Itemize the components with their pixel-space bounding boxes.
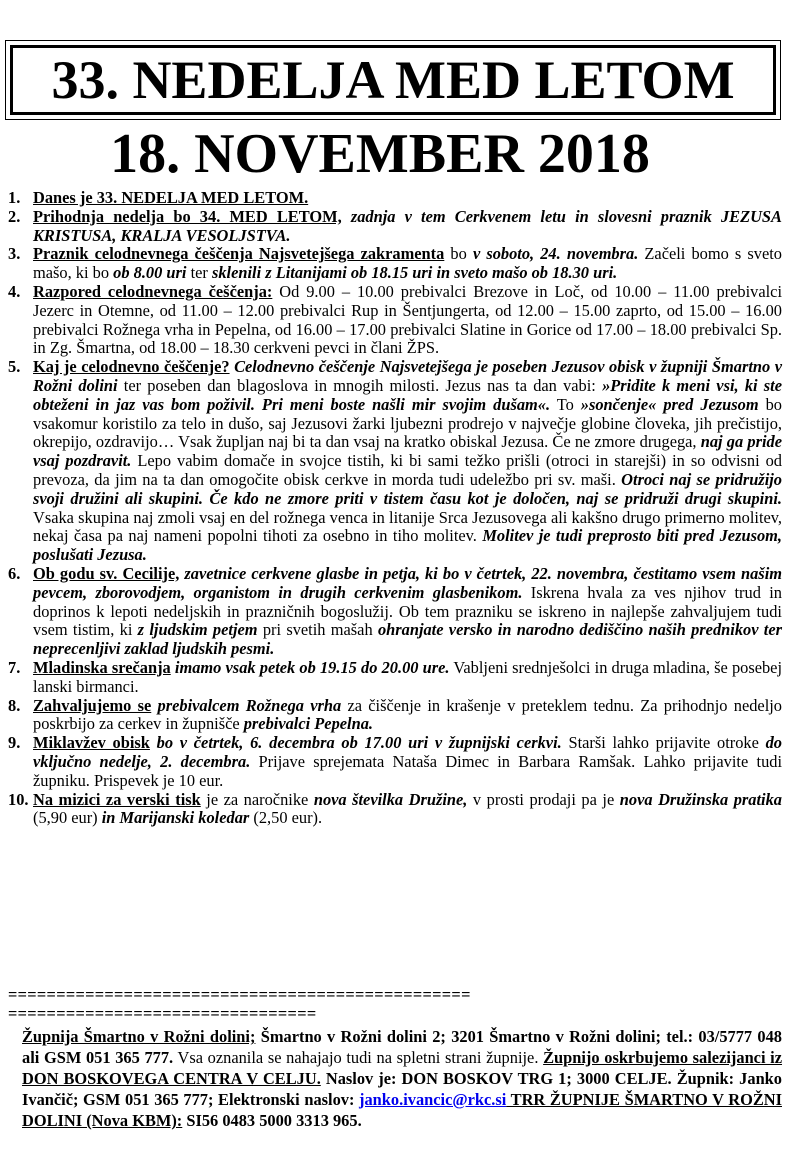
announcement-list <box>8 189 782 828</box>
salesians-note: Župnijo oskrbujemo salezijanci iz DON BOSKOVEGA CENTRA V CELJU. <box>22 1048 783 1088</box>
list-item: 6. Ob godu sv. Cecilije, zavetnice cerkvene glasbe in petja, ki bo v četrtek, 22. novembra, čestitamo vsem našim pevcem, zborovodjem, organistom in drugih cerkvenim glasbenikom. Iskrena hvala za ves njihov trud in doprinos k lepoti nedeljskih in prazničnih bogoslužij. Ob tem prazniku se iskreno in najlepše zahvaljujem tudi vsem tistim, ki z ljudskim petjem pri svetih mašah ohranjate versko in narodno dediščino naših prednikov ter neprecenljivi zaklad ljudskih pesmi. <box>8 563 782 659</box>
parish-address: Šmartno v Rožni dolini 2; 3201 Šmartno v Rožni dolini; tel.: 03/5777 048 ali GSM 051 365 777. <box>22 1027 782 1067</box>
parish-name: Župnija Šmartno v Rožni dolini; <box>22 1027 256 1046</box>
title-frame <box>10 45 776 115</box>
title-box <box>5 40 781 120</box>
list-item: 1. Danes je 33. NEDELJA MED LETOM. <box>8 188 309 207</box>
list-item: 5. Kaj je celodnevno češčenje? Celodnevno češčenje Najsvetejšega je poseben Jezusov obisk v župniji Šmartno v Rožni dolini ter poseben dan blagoslova in mnogih milosti. Jezus nas ta dan vabi: »Pridite k meni vsi, ki ste obteženi in jaz vas bom poživil. Pri meni boste našli mir svojim dušam«. To »sončenje« pred Jezusom bo vsakomur koristilo za telo in dušo, saj Jezusovi žarki ljubezni prodrejo v največje globine človeka, jih prečistijo, okrepijo, ozdravijo… Vsak župljan naj bi ta dan vsaj na kratko obiskal Jezusa. Če ne zmore drugega, naj ga pride vsaj pozdravit. Lepo vabim domače in svojce tistih, ki bi sami težko prišli (otroci in starejši) in so odvisni od prevoza, da jim na ta dan omogočite obisk cerkve in morda tudi udeležbo pri sv. maši. Otroci naj se pridružijo svoji družini ali skupini. Če kdo ne zmore priti v tistem času kot je določen, naj se pridruži drugi skupini. Vsaka skupina naj zmoli vsaj en del rožnega venca in litanije Srca Jezusovega ali kakšno drugo primerno molitev, nekaj časa pa naj nameni popolni tihoti za osebno in tiho molitev. Molitev je tudi preprosto biti pred Jezusom, poslušati Jezusa. <box>8 357 782 565</box>
list-item: 10. Na mizici za verski tisk je za naročnike nova številka Družine, v prosti prodaji pa je nova Družinska pratika (5,90 eur) in Marijanski koledar (2,50 eur). <box>8 789 783 828</box>
contact-info: Naslov je: DON BOSKOV TRG 1; 3000 CELJE. Župnik: Janko Ivančič; GSM 051 365 777; Elektronski naslov: <box>22 1069 782 1109</box>
date-heading: 18. NOVEMBER 2018 <box>110 123 650 185</box>
trr-label: TRR ŽUPNIJE ŠMARTNO V ROŽNI DOLINI (Nova KBM): <box>22 1090 782 1130</box>
separator-line: ================================================ <box>8 985 471 1004</box>
email-link[interactable]: janko.ivancic@rkc.si <box>359 1090 507 1109</box>
page-title: 33. NEDELJA MED LETOM <box>51 50 735 110</box>
parish-footer <box>22 1026 782 1131</box>
trr-number: SI56 0483 5000 3313 965. <box>182 1111 362 1130</box>
web-note: Vsa oznanila se nahajajo tudi na spletni strani župnije. <box>173 1048 544 1067</box>
list-item: 7. Mladinska srečanja imamo vsak petek ob 19.15 do 20.00 ure. Vabljeni srednješolci in druga mladina, še posebej lanski birmanci. <box>8 657 783 696</box>
list-item: 9. Miklavžev obisk bo v četrtek, 6. decembra ob 17.00 uri v župnijski cerkvi. Starši lahko prijavite otroke do vključno nedelje, 2. decembra. Prijave sprejemata Nataša Dimec in Barbara Ramšak. Lahko prijavite tudi župniku. Prispevek je 10 eur. <box>8 733 783 790</box>
separator-line: ================================ <box>8 1004 317 1023</box>
list-item: 2. Prihodnja nedelja bo 34. MED LETOM, zadnja v tem Cerkvenem letu in slovesni praznik JEZUSA KRISTUSA, KRALJA VESOLJSTVA. <box>8 206 782 245</box>
list-item: 8. Zahvaljujemo se prebivalcem Rožnega vrha za čiščenje in krašenje v preteklem tednu. Za prihodnjo nedeljo poskrbijo za cerkev in župnišče prebivalci Pepelna. <box>8 695 782 734</box>
list-item: 3. Praznik celodnevnega češčenja Najsvetejšega zakramenta bo v soboto, 24. novembra. Začeli bomo s sveto mašo, ki bo ob 8.00 uri ter sklenili z Litanijami ob 18.15 uri in sveto mašo ob 18.30 uri. <box>8 244 782 283</box>
list-item: 4. Razpored celodnevnega češčenja: Od 9.00 – 10.00 prebivalci Brezove in Loč, od 10.00 – 11.00 prebivalci Jezerc in Otemne, od 11.00 – 12.00 prebivalci Rup in Šentjungerta, od 12.00 – 15.00 zaprto, od 15.00 – 16.00 prebivalci Rožnega vrha in Pepelna, od 16.00 – 17.00 prebivalci Slatine in Gorice od 17.00 – 18.00 prebivalci Sp. in Zg. Šmartna, od 18.00 – 18.30 cerkveni pevci in člani ŽPS. <box>8 281 782 358</box>
